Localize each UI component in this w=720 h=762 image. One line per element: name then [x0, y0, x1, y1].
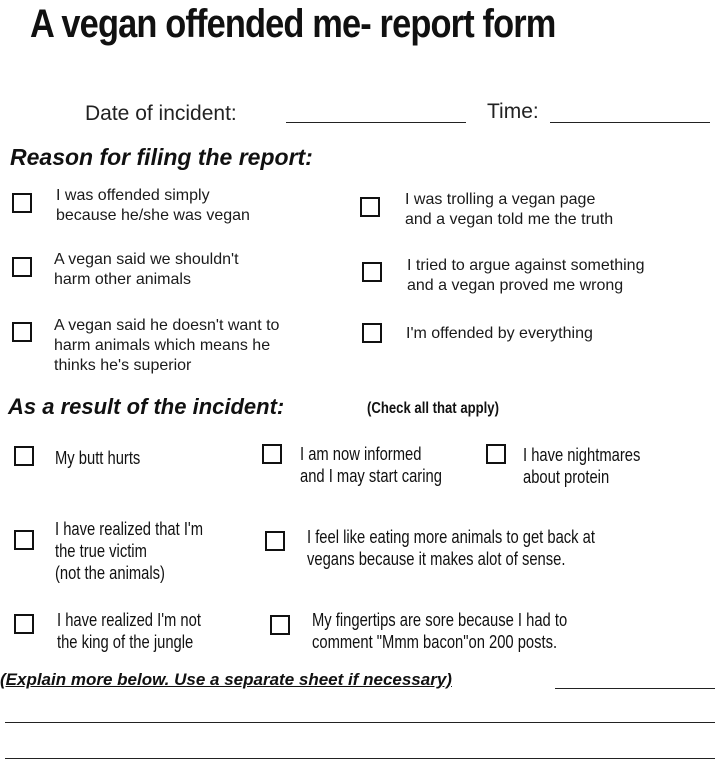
explain-line-3[interactable]: [5, 758, 715, 759]
result-option-3: I have nightmares about protein: [523, 445, 641, 487]
result-option-5: I feel like eating more animals to get back at vegans because it makes alot of sense.: [307, 527, 595, 569]
reason-option-5: A vegan said he doesn't want to harm animals which means he thinks he's superior: [54, 317, 280, 374]
date-label: Date of incident:: [85, 102, 237, 125]
result-checkbox-4[interactable]: [14, 530, 34, 550]
time-label: Time:: [487, 100, 539, 123]
time-field[interactable]: [550, 122, 710, 123]
reason-option-6: I'm offended by everything: [406, 325, 593, 342]
result-checkbox-1[interactable]: [14, 446, 34, 466]
reason-heading: Reason for filing the report:: [10, 144, 313, 170]
explain-label: (Explain more below. Use a separate sheet if necessary): [0, 670, 452, 689]
reason-option-4: I tried to argue against something and a vegan proved me wrong: [407, 257, 645, 294]
result-checkbox-2[interactable]: [262, 444, 282, 464]
result-option-2: I am now informed and I may start caring: [300, 444, 442, 486]
result-option-6: I have realized I'm not the king of the jungle: [57, 610, 201, 652]
result-option-7: My fingertips are sore because I had to comment "Mmm bacon"on 200 posts.: [312, 610, 568, 652]
result-checkbox-5[interactable]: [265, 531, 285, 551]
result-checkbox-6[interactable]: [14, 614, 34, 634]
result-hint: (Check all that apply): [367, 400, 499, 417]
reason-checkbox-2[interactable]: [360, 197, 380, 217]
explain-line-2[interactable]: [5, 722, 715, 723]
reason-checkbox-1[interactable]: [12, 193, 32, 213]
result-checkbox-7[interactable]: [270, 615, 290, 635]
result-heading: As a result of the incident:: [8, 394, 285, 419]
date-field[interactable]: [286, 122, 466, 123]
result-checkbox-3[interactable]: [486, 444, 506, 464]
explain-line-1[interactable]: [555, 688, 715, 689]
result-option-4: I have realized that I'm the true victim (not the animals): [55, 519, 204, 583]
result-option-1: My butt hurts: [55, 448, 141, 468]
reason-option-3: A vegan said we shouldn't harm other animals: [54, 251, 239, 288]
form-title: A vegan offended me- report form: [30, 2, 556, 46]
reason-option-2: I was trolling a vegan page and a vegan told me the truth: [405, 191, 614, 228]
reason-checkbox-5[interactable]: [12, 322, 32, 342]
reason-option-1: I was offended simply because he/she was vegan: [56, 187, 250, 224]
reason-checkbox-4[interactable]: [362, 262, 382, 282]
reason-checkbox-3[interactable]: [12, 257, 32, 277]
reason-checkbox-6[interactable]: [362, 323, 382, 343]
